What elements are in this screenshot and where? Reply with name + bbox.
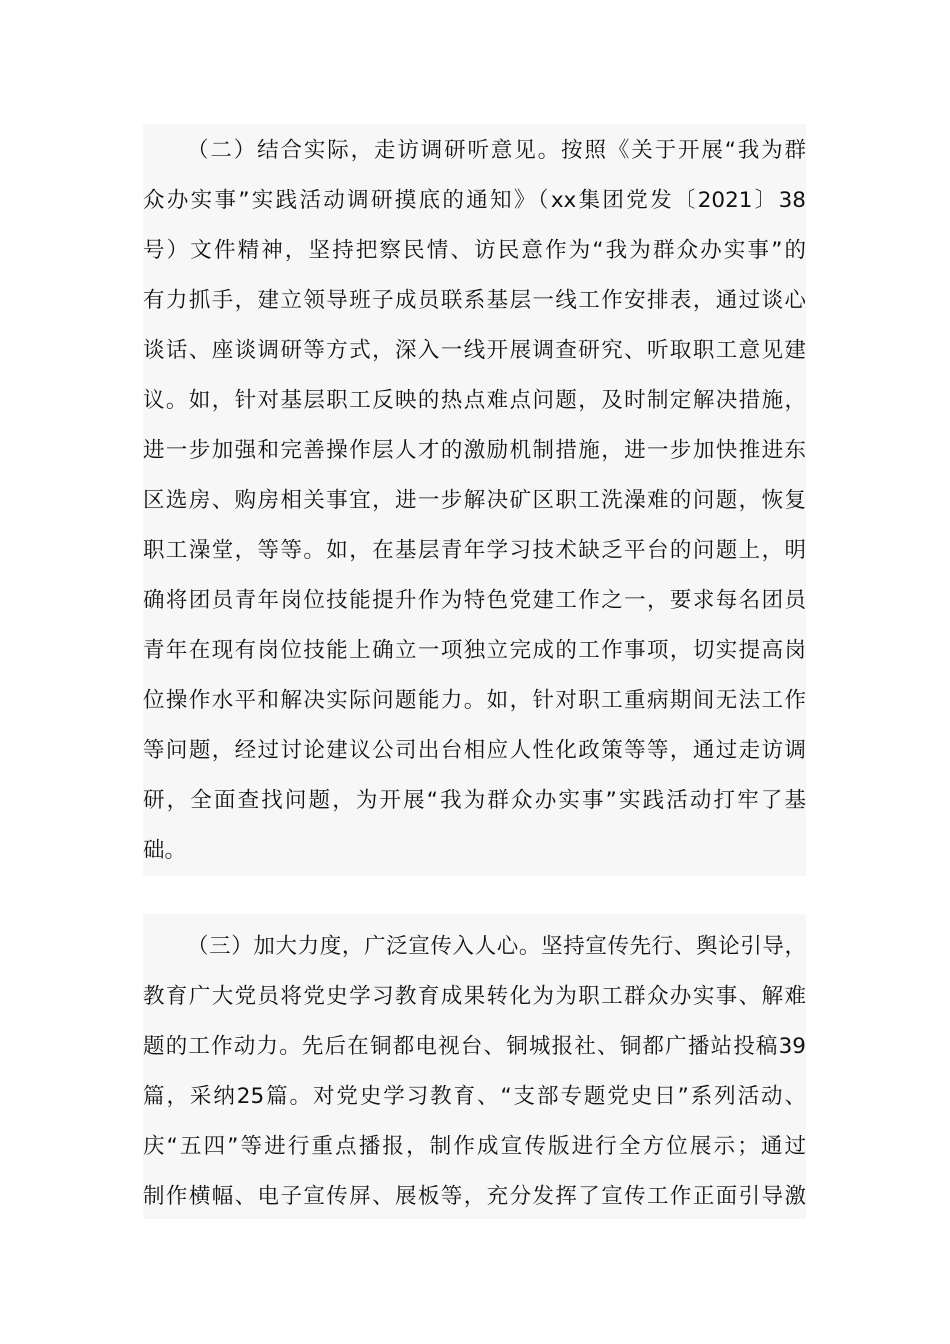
text-line: 议。如，针对基层职工反映的热点难点问题，及时制定解决措施， [143, 388, 806, 413]
text-line: 篇，采纳25篇。对党史学习教育、“支部专题党史日”系列活动、 [143, 1084, 806, 1109]
paragraph-section-2 [143, 124, 806, 876]
text-line: 进一步加强和完善操作层人才的激励机制措施，进一步加快推进东 [143, 438, 806, 463]
text-line: 等问题，经过讨论建议公司出台相应人性化政策等等，通过走访调 [143, 738, 806, 763]
paragraph-section-3 [143, 914, 806, 1219]
text-line: 号）文件精神，坚持把察民情、访民意作为“我为群众办实事”的 [143, 238, 806, 263]
text-line: 题的工作动力。先后在铜都电视台、铜城报社、铜都广播站投稿39 [143, 1034, 806, 1059]
text-line: 位操作水平和解决实际问题能力。如，针对职工重病期间无法工作 [143, 688, 806, 713]
text-line: 础。 [143, 838, 187, 863]
text-line: 研，全面查找问题，为开展“我为群众办实事”实践活动打牢了基 [143, 788, 806, 813]
text-line: 区选房、购房相关事宜，进一步解决矿区职工洗澡难的问题，恢复 [143, 488, 806, 513]
text-line: 制作横幅、电子宣传屏、展板等，充分发挥了宣传工作正面引导激 [143, 1184, 806, 1209]
text-line: 众办实事”实践活动调研摸底的通知》（xx集团党发〔2021〕38 [143, 188, 806, 213]
text-line: 职工澡堂，等等。如，在基层青年学习技术缺乏平台的问题上，明 [143, 538, 806, 563]
text-line: 教育广大党员将党史学习教育成果转化为为职工群众办实事、解难 [143, 984, 806, 1009]
text-line: 青年在现有岗位技能上确立一项独立完成的工作事项，切实提高岗 [143, 638, 806, 663]
text-line: 庆“五四”等进行重点播报，制作成宣传版进行全方位展示；通过 [143, 1134, 806, 1159]
text-line: （二）结合实际，走访调研听意见。按照《关于开展“我为群 [187, 138, 806, 163]
text-line: 有力抓手，建立领导班子成员联系基层一线工作安排表，通过谈心 [143, 288, 806, 313]
text-line: （三）加大力度，广泛宣传入人心。坚持宣传先行、舆论引导， [187, 934, 806, 959]
text-line: 谈话、座谈调研等方式，深入一线开展调查研究、听取职工意见建 [143, 338, 806, 363]
text-line: 确将团员青年岗位技能提升作为特色党建工作之一，要求每名团员 [143, 588, 806, 613]
